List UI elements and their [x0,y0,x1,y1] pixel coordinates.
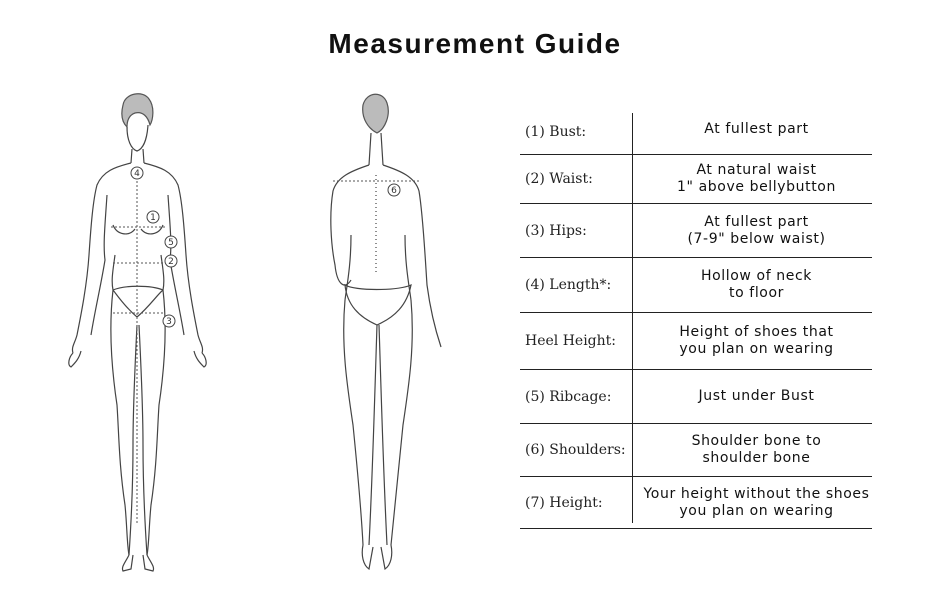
description-line: Your height without the shoes [643,485,870,502]
row-description [633,477,880,528]
row-description [633,370,880,423]
marker-4-label: 4 [134,169,140,179]
description-line: Hollow of neck [701,268,812,284]
page-title: Measurement Guide [328,28,622,59]
description-line: Just under Bust [698,388,815,404]
row-label: (2) Waist: [525,171,593,187]
row-label: (7) Height: [525,494,603,511]
marker-2-label: 2 [168,257,174,267]
row-label: (3) Hips: [525,222,587,239]
description-line: shoulder bone [702,450,811,466]
row-description [633,155,880,203]
table-row-length [520,258,872,313]
measurement-table [520,110,872,529]
table-row-shoulders [520,424,872,477]
description-line: Height of shoes that [679,324,834,340]
marker-1-label: 1 [150,213,156,223]
body-figures-svg [55,85,475,585]
row-description [633,258,880,312]
row-label: (5) Ribcage: [525,388,612,405]
marker-5-label: 5 [168,238,174,248]
row-label: Heel Height: [525,333,616,349]
marker-3-label: 3 [166,317,172,327]
description-line: to floor [728,285,784,301]
row-label: (4) Length*: [525,277,612,293]
description-line: you plan on wearing [679,341,834,357]
row-description [633,424,880,476]
table-row-height [520,477,872,529]
description-line: (7-9" below waist) [687,230,826,247]
table-row-waist [520,155,872,204]
row-label: (6) Shoulders: [525,442,626,458]
row-description [633,104,880,154]
row-label: (1) Bust: [525,124,587,140]
table-row-heel-height [520,313,872,370]
row-description [633,204,880,257]
table-row-ribcage [520,370,872,424]
body-figures-illustration [55,85,475,585]
description-line: At natural waist [696,162,817,178]
description-line: At fullest part [704,120,809,137]
table-row-bust [520,110,872,155]
front-figure [69,94,206,571]
description-line: 1" above bellybutton [677,179,836,195]
front-measure-lines [111,173,165,525]
row-description [633,313,880,369]
description-line: Shoulder bone to [691,433,822,449]
description-line: At fullest part [704,213,809,230]
back-figure [331,94,441,569]
marker-6-label: 6 [391,186,397,196]
description-line: you plan on wearing [679,502,834,519]
table-row-hips [520,204,872,258]
